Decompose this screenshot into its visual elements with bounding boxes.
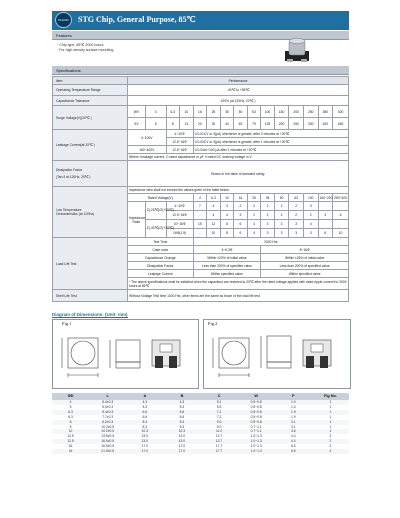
- load-life-item: Dissipation Factor: [128, 262, 194, 270]
- dim-cell: 16: [52, 449, 89, 454]
- dim-cell: 2: [312, 449, 349, 454]
- impedance-size: 4~10Φ: [166, 202, 193, 211]
- sv-cell: 20: [193, 118, 207, 130]
- item-header: Item: [53, 77, 128, 85]
- impedance-cell: 10: [333, 229, 349, 238]
- dim-cell: 13.5±0.5: [101, 434, 115, 439]
- sv-cell: 125: [261, 118, 275, 130]
- impedance-cell: 3: [318, 211, 333, 220]
- dim-cell: 0.5~0.8: [238, 420, 275, 425]
- dim-cell: 10.3: [126, 429, 163, 434]
- dim-cell: 1: [329, 414, 332, 419]
- dim-cell: 4: [52, 400, 89, 405]
- dim-cell: 8.3: [142, 424, 148, 429]
- dim-cell: 1.9: [291, 414, 296, 419]
- dim-cell: 16.5±0.5: [101, 444, 115, 449]
- dim-cell: 17.7: [215, 444, 223, 449]
- impedance-cell: 3: [289, 220, 304, 229]
- rated-voltage-cell: 25: [247, 194, 261, 202]
- wv-cell: 350: [318, 106, 333, 118]
- impedance-label-line: Ratio: [132, 219, 141, 224]
- impedance-cell: 2: [274, 211, 289, 220]
- dim-header: ΦD: [52, 393, 89, 400]
- rated-voltage-cell: 50: [274, 194, 289, 202]
- rated-voltage-cell: 160~200: [319, 195, 333, 200]
- load-life-item: Capacitance Change: [128, 254, 194, 262]
- impedance-temp: Z(-25℃)/Z(+20℃): [145, 202, 166, 220]
- dim-cell: 13.0: [178, 434, 186, 439]
- sv-cell: 400: [318, 118, 333, 130]
- dim-header: W: [238, 393, 275, 400]
- test-time-label: Test Time: [128, 238, 194, 246]
- impedance-cell: 6: [234, 220, 248, 229]
- dim-cell: 21.5±0.5: [89, 449, 126, 454]
- diagram-heading-text: Diagram of Dimensions: (Unit: mm): [52, 312, 128, 317]
- impedance-cell: [333, 220, 349, 229]
- dim-cell: 1.4: [291, 404, 296, 409]
- cap-tol-row: [53, 96, 349, 106]
- op-temp-label: Operating Temperature Range: [53, 85, 128, 96]
- dim-header: P: [275, 393, 312, 400]
- wv-cell: 10: [180, 106, 194, 118]
- specifications-heading: Specifications: [56, 68, 81, 73]
- dim-cell: 16: [68, 444, 73, 449]
- dim-cell: 4.4: [291, 434, 296, 439]
- wv-cell: 400: [333, 106, 349, 118]
- impedance-size: 10~16Φ: [166, 220, 193, 229]
- sv-cell: 44: [220, 118, 234, 130]
- impedance-cell: 3: [274, 229, 289, 238]
- wv-cell: 100: [261, 106, 275, 118]
- wv-cell: 63: [247, 106, 261, 118]
- impedance-cell: [318, 220, 333, 229]
- dim-cell: 1.9: [275, 410, 312, 415]
- impedance-cell: 4: [220, 211, 234, 220]
- dim-cell: 5.9: [216, 404, 222, 409]
- figure-2-label: Fig.2: [208, 321, 218, 326]
- wv-cell: 35: [220, 106, 234, 118]
- dim-cell: 13.7: [215, 434, 223, 439]
- dissipation-label-line: (Tan δ at 120Hz, 20℃ ): [56, 175, 91, 179]
- impedance-cell: -: [193, 211, 207, 220]
- performance-header: Performance: [128, 77, 349, 85]
- impedance-cell: 3: [303, 229, 318, 238]
- sv-cell: 300: [303, 118, 318, 130]
- dim-cell: 0.5~0.8: [250, 404, 262, 409]
- rated-voltage-cell: 4: [193, 194, 207, 202]
- impedance-cell: 2: [247, 202, 261, 211]
- dim-cell: 8.3: [163, 420, 200, 425]
- impedance-cell: 8: [220, 229, 234, 238]
- dim-cell: 0.5~0.8: [250, 414, 262, 419]
- dim-cell: 2: [312, 439, 349, 444]
- diagram-heading: [52, 312, 128, 317]
- rated-voltage-cell: 63: [289, 194, 304, 202]
- impedance-cell: [333, 202, 349, 211]
- impedance-cell: 2: [303, 211, 318, 220]
- dim-cell: 10: [52, 429, 89, 434]
- dim-cell: 9.0: [216, 424, 222, 429]
- low-temp-intro-row: [53, 187, 349, 194]
- dim-cell: 13.0: [163, 439, 200, 444]
- dim-cell: 17.0: [126, 449, 163, 454]
- dim-cell: 6.5: [291, 444, 296, 449]
- dim-cell: 3.1: [275, 420, 312, 425]
- leakage-cap: 4~10Φ: [166, 130, 193, 138]
- impedance-cell: 2: [274, 202, 289, 211]
- dim-cell: 10.2±0.5: [101, 424, 115, 429]
- dim-cell: 5: [69, 404, 72, 409]
- spec-header-row: [53, 77, 349, 85]
- dim-cell: 1.0: [275, 400, 312, 405]
- dim-cell: 13.0: [141, 434, 149, 439]
- feature-line: · Chip type, 85℃ 2000 hours: [57, 43, 104, 47]
- sv-cell: 250: [289, 118, 304, 130]
- low-temp-label: [53, 187, 128, 238]
- dim-cell: 4.4: [275, 439, 312, 444]
- sv-cell: 450: [333, 118, 349, 130]
- low-temp-intro: Impedance ratio shall not exceed the values given in the table below: [128, 187, 349, 194]
- figure-1-drawing: [60, 330, 190, 384]
- dissipation-label: [53, 161, 128, 187]
- dim-cell: 5.3: [142, 404, 148, 409]
- dissipation-label-line: Dissipation Factor: [56, 168, 83, 172]
- dim-header: L: [89, 393, 126, 400]
- specifications-table: [52, 76, 349, 302]
- case-code-label: Case code: [128, 246, 194, 254]
- shelf-life-row: [53, 290, 349, 302]
- dim-header: B: [163, 393, 200, 400]
- sv-cell: 79: [247, 118, 261, 130]
- dim-cell: 6.5: [275, 449, 312, 454]
- rated-voltage-cell: 35: [261, 194, 275, 202]
- dim-cell: 11.0: [201, 429, 238, 434]
- wv-cell: 4: [145, 106, 166, 118]
- page-title: STG Chip, General Purpose, 85℃: [78, 15, 196, 24]
- dim-cell: 6.3: [68, 414, 73, 419]
- wv-cell: 200: [289, 106, 304, 118]
- leakage-row: [53, 130, 349, 138]
- impedance-cell: 6: [333, 211, 349, 220]
- logo-text: ELKON: [58, 18, 69, 22]
- dim-cell: 8.3: [179, 424, 185, 429]
- surge-label: Surge Voltage(V)(20℃ ): [53, 106, 128, 130]
- dim-cell: 1: [312, 410, 349, 415]
- sv-cell: 13: [180, 118, 194, 130]
- dim-cell: 1.0~1.3: [250, 434, 262, 439]
- dimensions-header-row: [52, 393, 349, 400]
- dim-cell: 4.6: [275, 429, 312, 434]
- dim-cell: 2: [329, 444, 332, 449]
- load-life-item: Leakage Current: [128, 270, 194, 278]
- dim-cell: 5.1: [201, 400, 238, 405]
- leakage-range: 4~100V: [128, 130, 167, 146]
- dim-cell: 5.4±0.3: [89, 400, 126, 405]
- feature-line: · For high density surface mounting: [57, 48, 114, 52]
- dim-cell: 16.5±0.5: [89, 439, 126, 444]
- wv-cell: 16: [193, 106, 207, 118]
- dim-cell: 12.5: [52, 439, 89, 444]
- sv-cell: 8: [166, 118, 180, 130]
- impedance-cell: 3: [289, 229, 304, 238]
- impedance-cell: 8: [220, 220, 234, 229]
- impedance-cell: 4: [303, 220, 318, 229]
- load-life-a: Within specified value: [193, 270, 261, 278]
- impedance-label-line: Impedance: [129, 215, 146, 220]
- load-life-note: * The above specifications shall be satisfied when the capacitors are restored to 20℃ after the rated voltage applied with rated ripple current for 2000 hours at 85℃: [129, 279, 347, 288]
- dim-cell: 7.2: [201, 410, 238, 415]
- low-temp-label-line: Low Temperature: [56, 208, 82, 212]
- dim-cell: 0.5~0.8: [238, 410, 275, 415]
- rated-voltage-label: Rated Voltage(V): [128, 194, 194, 202]
- dim-cell: 8: [52, 420, 89, 425]
- impedance-cell: 3: [261, 220, 275, 229]
- dissipation-row: [53, 161, 349, 187]
- impedance-label: [128, 202, 146, 238]
- dim-cell: 17.0: [141, 444, 149, 449]
- rated-voltage-cell: 250~400: [334, 195, 348, 200]
- cap-tol-label: Capacitance Tolerance: [53, 96, 128, 106]
- surge-wv-row: [53, 106, 349, 118]
- dim-cell: 5.4±0.3: [89, 410, 126, 415]
- impedance-cell: 2: [289, 202, 304, 211]
- dimensions-table: [52, 393, 349, 454]
- dim-cell: 1: [312, 429, 349, 434]
- impedance-size: 12.5~16Φ: [166, 211, 193, 220]
- impedance-cell: 4: [207, 211, 221, 220]
- load-life-time-row: [53, 238, 349, 246]
- impedance-cell: 4: [247, 220, 261, 229]
- low-temp-label-line: Characteristics (at 120Hz): [56, 212, 95, 216]
- leakage-cap: 12.5~16Φ: [166, 138, 193, 146]
- rated-voltage-cell: 16: [234, 194, 248, 202]
- dim-cell: 5.4±0.3: [102, 404, 114, 409]
- features-heading: Features: [56, 33, 72, 38]
- impedance-cell: 2: [261, 211, 275, 220]
- dim-cell: 0.5~0.8: [238, 400, 275, 405]
- dim-cell: 1.0~1.3: [238, 439, 275, 444]
- dim-cell: 1: [329, 404, 332, 409]
- dim-cell: 17.0: [178, 444, 186, 449]
- leakage-range: 160~400V: [128, 146, 167, 154]
- dissipation-value: Shown in the table of standard rating.: [128, 161, 349, 187]
- figure-1-label: Fig.1: [62, 321, 72, 326]
- dim-cell: 10.3: [163, 429, 200, 434]
- leakage-text: I=0.04cv+100 μA after 1 minutes at +20℃: [193, 146, 348, 154]
- shelf-life-value: Without Voltage Test time 1000 Hrs, other items are the same as those of the load life test: [128, 290, 349, 302]
- sv-cell: 5: [145, 118, 166, 130]
- dim-cell: 10.2±0.5: [89, 429, 126, 434]
- leakage-note: Where I:leakage current, C:rated capacitance in μF, V:rated DC working voltage in V: [128, 154, 349, 161]
- dim-cell: 5.3: [179, 404, 185, 409]
- dim-header: Fig No.: [312, 393, 349, 400]
- dim-cell: 4.3: [163, 400, 200, 405]
- cap-tol-value: ±20% (at 120Hz, 20℃ ): [128, 96, 349, 106]
- sv-label: SV: [128, 118, 146, 130]
- dim-cell: 6.6: [142, 414, 148, 419]
- impedance-cell: 2: [289, 211, 304, 220]
- dim-cell: 17.7: [201, 449, 238, 454]
- sv-cell: 63: [234, 118, 248, 130]
- load-life-label: Load Life Test: [53, 238, 128, 290]
- op-temp-value: -40℃ to +85℃: [128, 85, 349, 96]
- impedance-cell: 12: [207, 220, 221, 229]
- leakage-text: I=0.01CV or 3(μA) whichever is greater, after 2 minutes at +20℃: [193, 130, 348, 138]
- case-code-b: 8~16Φ: [261, 246, 349, 254]
- dim-cell: 6.6: [163, 410, 200, 415]
- impedance-cell: 3: [234, 211, 248, 220]
- capacitor-photo: [279, 37, 315, 63]
- impedance-cell: -: [193, 229, 207, 238]
- impedance-cell: 2: [234, 202, 248, 211]
- dim-cell: 0.7~1.1: [250, 424, 262, 429]
- wv-cell: 25: [207, 106, 221, 118]
- table-row: [52, 449, 349, 454]
- dim-cell: 3.1: [291, 424, 296, 429]
- load-life-a: Less than 200% of specified value: [193, 262, 261, 270]
- dim-cell: 6.3: [52, 410, 89, 415]
- dim-cell: 13.0: [126, 439, 163, 444]
- brand-logo: [55, 12, 72, 28]
- rated-voltage-cell: 100: [303, 194, 318, 202]
- dim-header: A: [126, 393, 163, 400]
- shelf-life-label: Shelf Life Test: [53, 290, 128, 302]
- impedance-cell: [318, 202, 333, 211]
- dim-cell: 1: [329, 424, 332, 429]
- dim-cell: 7.7±0.3: [102, 414, 114, 419]
- impedance-size: 16Φ(1.5): [166, 229, 193, 238]
- dim-cell: 8.3: [126, 420, 163, 425]
- load-life-a: Within ±20% of initial value: [193, 254, 261, 262]
- dim-cell: 12.5: [67, 434, 74, 439]
- sv-cell: 200: [274, 118, 289, 130]
- figure-2-drawing: [211, 330, 341, 384]
- leakage-cap: 12.5~16Φ: [166, 146, 193, 154]
- wv-cell: 6.3: [166, 106, 180, 118]
- op-temp-row: [53, 85, 349, 96]
- rated-voltage-cell: 6.3: [207, 194, 221, 202]
- dim-cell: 1: [312, 400, 349, 405]
- rated-voltage-cell: 10: [220, 194, 234, 202]
- dim-cell: 6.6: [179, 414, 185, 419]
- impedance-cell: 10: [207, 229, 221, 238]
- dim-cell: 1.0~1.3: [238, 449, 275, 454]
- leakage-label: Leakage Current(at 20℃ ): [53, 130, 128, 161]
- dim-cell: 17.0: [163, 449, 200, 454]
- dim-cell: 6.2±0.3: [89, 420, 126, 425]
- sv-cell: 32: [207, 118, 221, 130]
- impedance-cell: 3: [220, 202, 234, 211]
- dim-cell: 13.7: [201, 439, 238, 444]
- impedance-cell: 8: [318, 229, 333, 238]
- impedance-cell: 4: [207, 202, 221, 211]
- impedance-cell: 7: [193, 202, 207, 211]
- dim-cell: 4.3: [126, 400, 163, 405]
- wv-label: WV: [128, 106, 146, 118]
- impedance-cell: 3: [274, 220, 289, 229]
- impedance-cell: 2: [261, 202, 275, 211]
- leakage-text: I=0.03CV or 3(μA) whichever is greater, after 1 minutes at +20℃: [193, 138, 348, 146]
- impedance-temp: Z(-40℃)/Z(+20℃): [145, 220, 166, 238]
- dim-cell: 7.2: [216, 414, 222, 419]
- wv-cell: 250: [303, 106, 318, 118]
- test-time-value: 2000 Hrs: [193, 238, 348, 246]
- dim-cell: 1: [312, 420, 349, 425]
- dim-cell: 1.0~1.3: [250, 444, 262, 449]
- dim-cell: 8: [69, 424, 72, 429]
- load-life-b: Within ±25% of initial value: [261, 254, 349, 262]
- load-life-b: Less than 200% of specified value: [261, 262, 349, 270]
- dim-cell: 0.7~1.1: [238, 429, 275, 434]
- load-life-b: Within specified value: [261, 270, 349, 278]
- dim-cell: 6.6: [126, 410, 163, 415]
- wv-cell: 50: [234, 106, 248, 118]
- dim-header: C: [201, 393, 238, 400]
- impedance-cell: 15: [193, 220, 207, 229]
- impedance-cell: 4: [247, 229, 261, 238]
- impedance-cell: 3: [303, 202, 318, 211]
- case-code-a: 4~6.3Φ: [193, 246, 261, 254]
- impedance-cell: 6: [234, 229, 248, 238]
- specifications-heading-bar: [52, 66, 349, 75]
- impedance-cell: 3: [261, 229, 275, 238]
- impedance-cell: 2: [247, 211, 261, 220]
- dim-cell: 2: [329, 434, 332, 439]
- dim-cell: 9.0: [201, 420, 238, 425]
- wv-cell: 160: [274, 106, 289, 118]
